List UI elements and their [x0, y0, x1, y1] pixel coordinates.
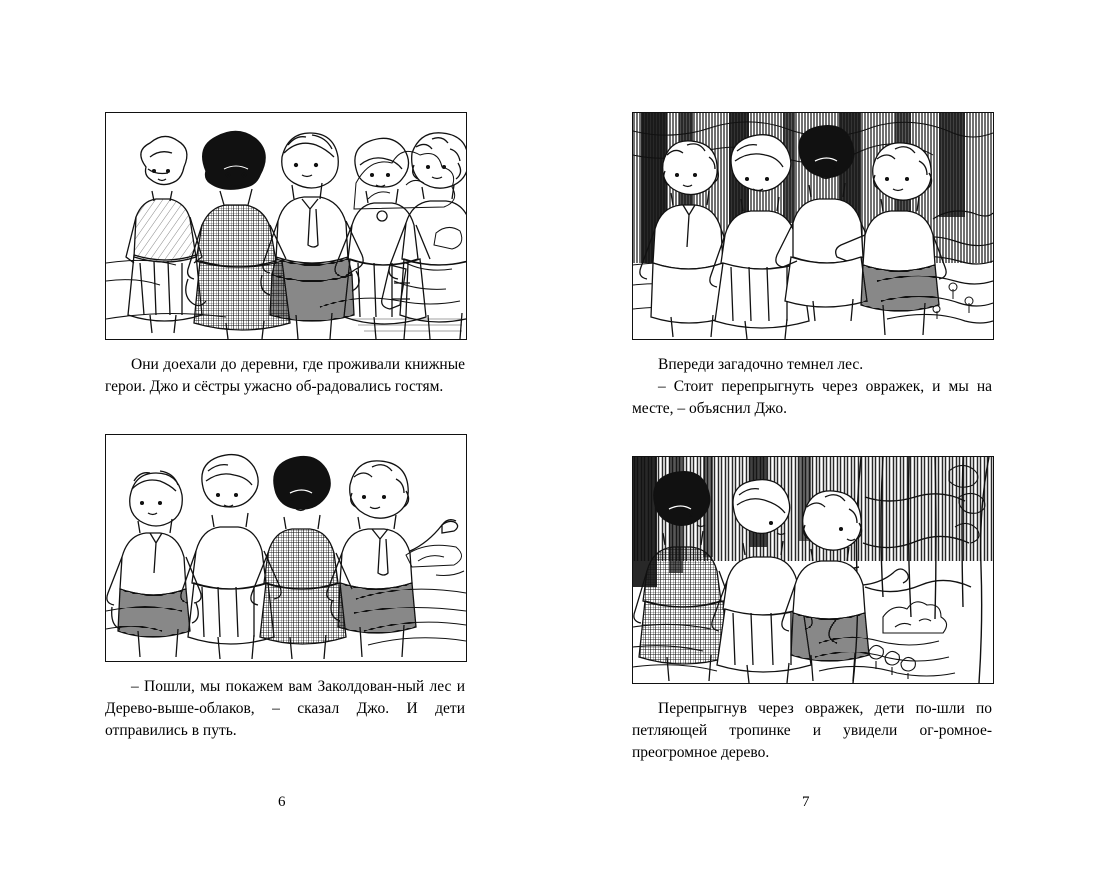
caption-paragraph: Впереди загадочно темнел лес. — [658, 356, 864, 373]
page-number-right: 7 — [802, 794, 810, 810]
panel-2-caption — [105, 676, 465, 742]
page-right — [550, 0, 1100, 873]
caption-paragraph: Они доехали до деревни, где проживали книжные герои. Джо и сёстры ужасно об-радовались гостям. — [105, 356, 465, 395]
caption-paragraph: – Стоит перепрыгнуть через овражек, и мы на месте, – объяснил Джо. — [632, 378, 992, 417]
panel-4 — [632, 456, 992, 764]
illustration-children-by-huge-tree — [632, 456, 994, 684]
panel-2 — [105, 434, 465, 742]
panel-1-caption — [105, 354, 465, 398]
illustration-children-meeting — [105, 112, 467, 340]
panel-3 — [632, 112, 992, 420]
page-number-left: 6 — [278, 794, 286, 810]
illustration-children-setting-off — [105, 434, 467, 662]
panel-1 — [105, 112, 465, 398]
panel-3-caption — [632, 354, 992, 420]
caption-paragraph: – Пошли, мы покажем вам Заколдован-ный лес и Дерево-выше-облаков, – сказал Джо. И дети отправились в путь. — [105, 678, 465, 739]
illustration-children-at-forest-edge — [632, 112, 994, 340]
caption-paragraph: Перепрыгнув через овражек, дети по-шли по петляющей тропинке и увидели ог-ромное-преогромное дерево. — [632, 700, 992, 761]
panel-4-caption — [632, 698, 992, 764]
